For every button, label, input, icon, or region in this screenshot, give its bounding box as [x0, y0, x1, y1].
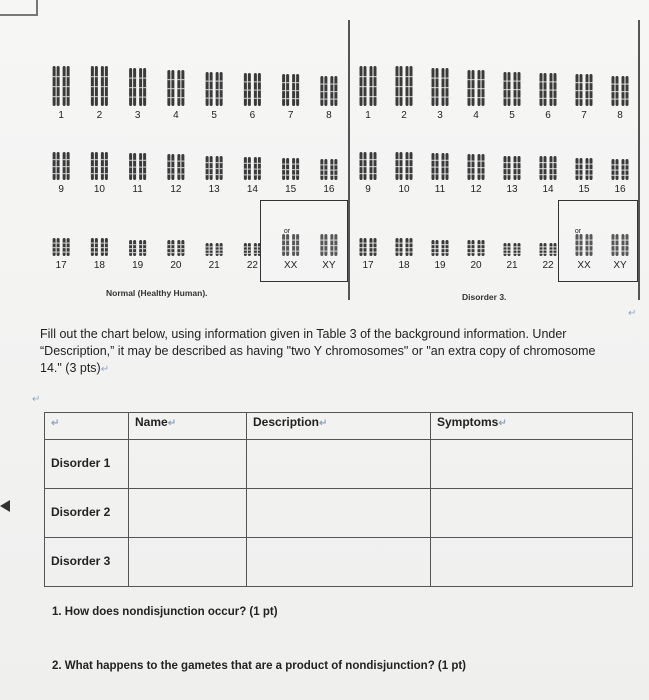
- chromosome-pair: [504, 72, 521, 106]
- chromosome-number-label: 5: [509, 110, 515, 121]
- chromosome-number-label: 10: [93, 184, 105, 195]
- disorder-chart-table: [44, 412, 633, 587]
- chromosome-pair: [504, 156, 521, 180]
- chromosome-pair: [468, 154, 485, 180]
- description-cell[interactable]: [247, 538, 431, 587]
- chromosome-pair: [167, 154, 184, 180]
- paragraph-mark: ↵: [167, 418, 177, 429]
- row-label: Disorder 1: [51, 456, 111, 470]
- paragraph-mark: ↵: [498, 418, 507, 429]
- chromosome-pair: [432, 153, 449, 180]
- chromosome-pair: [320, 159, 337, 180]
- chromosome-pair: [396, 152, 413, 180]
- chromosome-number-label: 13: [506, 184, 518, 195]
- chromosome-number-label: 18: [398, 260, 410, 271]
- chromosome-pair: [432, 240, 449, 256]
- chromosome-number-label: 9: [58, 184, 64, 195]
- karyotype-normal: [42, 20, 348, 300]
- chromosome-number-label: 4: [173, 110, 179, 121]
- chromosome-number-label: 3: [134, 110, 141, 121]
- name-cell[interactable]: [129, 440, 247, 489]
- chromosome-number-label: 6: [545, 110, 551, 121]
- chromosome-number-label: 12: [170, 184, 182, 195]
- header-label: Symptoms: [437, 415, 499, 429]
- chromosome-pair: [91, 66, 108, 106]
- question-2: 2. What happens to the gametes that are a product of nondisjunction? (1 pt): [52, 660, 467, 672]
- table-row: [45, 538, 633, 587]
- chromosome-pair: [360, 66, 377, 106]
- symptoms-cell[interactable]: [431, 489, 633, 538]
- page-corner-mark: [0, 0, 38, 16]
- chromosome-number-label: 2: [401, 110, 407, 121]
- chromosome-pair: [167, 70, 184, 106]
- chromosome-pair: [612, 76, 629, 106]
- chromosome-pair: [612, 159, 629, 180]
- chromosome-pair: [206, 243, 223, 256]
- chromosome-number-label: 3: [437, 110, 443, 121]
- chromosome-number-label: 8: [326, 110, 332, 121]
- chromosome-number-label: 2: [96, 110, 103, 121]
- table-row: [45, 440, 633, 489]
- table-header-symptoms: [431, 413, 633, 440]
- row-label-cell: [45, 538, 129, 587]
- question-1: 1. How does nondisjunction occur? (1 pt): [52, 606, 278, 618]
- chromosome-number-label: 15: [578, 184, 590, 195]
- chromosome-number-label: 13: [208, 184, 220, 195]
- chromosome-number-label: 14: [542, 184, 554, 195]
- chromosome-pair: [282, 74, 299, 106]
- description-cell[interactable]: [247, 489, 431, 538]
- chromosome-number-label: 20: [170, 260, 182, 271]
- chromosome-number-label: 6: [249, 110, 256, 121]
- symptoms-cell[interactable]: [431, 538, 633, 587]
- chromosome-number-label: 21: [208, 260, 220, 271]
- chromosome-pair: [360, 238, 377, 256]
- chromosome-pair: [244, 243, 261, 256]
- arrow-left-icon: [0, 500, 10, 512]
- chromosome-number-label: 22: [542, 260, 554, 271]
- chromosome-pair: [129, 153, 146, 180]
- chromosome-number-label: 5: [211, 110, 217, 121]
- chromosome-number-label: 19: [132, 260, 144, 271]
- chromosome-pair: [206, 72, 223, 106]
- chromosome-pair: [576, 74, 593, 106]
- caption-normal: Normal (Healthy Human).: [106, 288, 208, 298]
- chromosome-number-label: 22: [246, 260, 258, 271]
- table-header-description: [247, 413, 431, 440]
- paragraph-mark: ↵: [628, 308, 637, 319]
- chromosome-number-label: XY: [613, 260, 627, 271]
- or-label-disorder: or: [574, 228, 582, 235]
- chromosome-pair: [396, 66, 413, 106]
- description-cell[interactable]: [247, 440, 431, 489]
- chromosome-number-label: 9: [365, 184, 371, 195]
- chromosome-number-label: 21: [506, 260, 518, 271]
- header-label: Description: [253, 415, 320, 429]
- chromosome-pair: [206, 156, 223, 180]
- chromosome-pair: [167, 240, 184, 256]
- row-label-cell: [45, 489, 129, 538]
- chromosome-number-label: XX: [283, 260, 298, 271]
- row-label: Disorder 2: [51, 505, 111, 519]
- chromosome-pair: [360, 152, 377, 180]
- name-cell[interactable]: [129, 489, 247, 538]
- chromosome-number-label: 4: [473, 110, 479, 121]
- chromosome-number-label: 16: [323, 184, 335, 195]
- chromosome-pair: [432, 68, 449, 106]
- chromosome-pair: [504, 243, 521, 256]
- chromosome-number-label: 7: [581, 110, 587, 121]
- chromosome-number-label: 11: [434, 184, 446, 195]
- symptoms-cell[interactable]: [431, 440, 633, 489]
- chromosome-number-label: 7: [287, 110, 294, 121]
- chromosome-number-label: 8: [617, 110, 623, 121]
- instructions-text: [40, 326, 620, 378]
- chromosome-number-label: 10: [398, 184, 410, 195]
- chromosome-pair: [320, 76, 337, 106]
- chromosome-pair: [396, 238, 413, 256]
- row-label: Disorder 3: [51, 554, 111, 568]
- chromosome-number-label: 1: [58, 110, 64, 121]
- chromosome-pair: [244, 157, 261, 180]
- chromosome-pair: [91, 238, 108, 256]
- chromosome-number-label: 11: [132, 184, 143, 195]
- table-header-cell: [45, 413, 129, 440]
- chromosome-pair: [244, 73, 261, 106]
- table-header-name: [129, 413, 247, 440]
- chromosome-number-label: XX: [577, 260, 591, 271]
- chromosome-pair: [540, 243, 557, 256]
- table-header-row: [45, 413, 633, 440]
- chromosome-number-label: 17: [55, 260, 67, 271]
- chromosome-pair: [540, 156, 557, 180]
- chromosome-pair: [53, 238, 70, 256]
- table-row: [45, 489, 633, 538]
- paragraph-mark: ↵: [100, 364, 110, 375]
- chromosome-pair: [91, 152, 108, 180]
- chromosome-pair: [282, 158, 299, 180]
- chromosome-pair: [129, 68, 146, 106]
- chromosome-pair: [53, 66, 70, 106]
- chromosome-number-label: 18: [93, 260, 105, 271]
- paragraph-mark: ↵: [319, 418, 328, 429]
- chromosome-pair: [129, 240, 146, 256]
- chromosome-number-label: 12: [470, 184, 482, 195]
- chromosome-number-label: 14: [246, 184, 258, 195]
- chromosome-pair: [540, 73, 557, 106]
- instructions-body: Fill out the chart below, using information given in Table 3 of the background information. Under “Description,” it may be described as having "two Y chromosomes" or "an extra copy of chromosome 14." (3 pts): [40, 327, 596, 375]
- or-label-normal: or: [283, 228, 291, 235]
- chromosome-pair: [468, 240, 485, 256]
- chromosome-pair: [576, 158, 593, 180]
- header-label: Name: [135, 415, 168, 429]
- chromosome-number-label: 15: [285, 184, 297, 195]
- karyotype-disorder-3: [348, 20, 640, 300]
- chromosome-number-label: 17: [362, 260, 374, 271]
- chromosome-number-label: XY: [322, 260, 336, 271]
- row-label-cell: [45, 440, 129, 489]
- chromosome-number-label: 16: [614, 184, 626, 195]
- paragraph-mark: ↵: [51, 418, 60, 429]
- chromosome-pair: [468, 70, 485, 106]
- chromosome-number-label: 19: [434, 260, 446, 271]
- caption-disorder: Disorder 3.: [462, 292, 507, 302]
- chromosome-number-label: 20: [470, 260, 482, 271]
- chromosome-pair: [53, 152, 70, 180]
- name-cell[interactable]: [129, 538, 247, 587]
- chromosome-number-label: 1: [365, 110, 371, 121]
- paragraph-mark: ↵: [32, 394, 41, 405]
